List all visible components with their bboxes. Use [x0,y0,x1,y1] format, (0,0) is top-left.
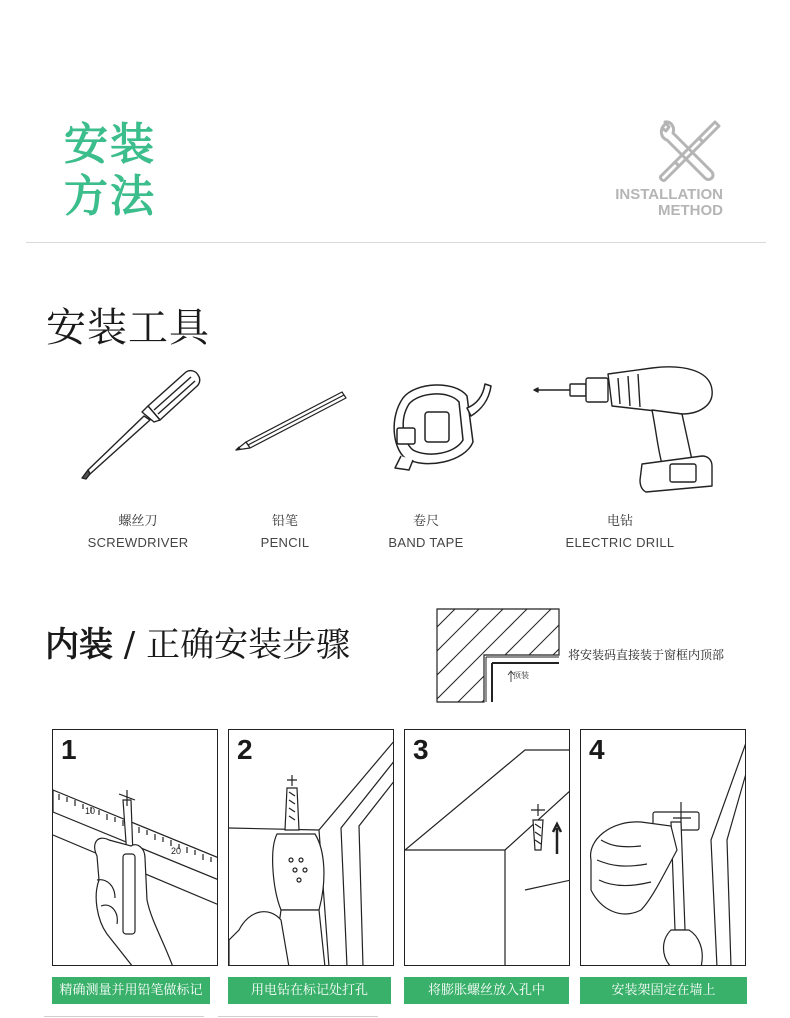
installation-method-label [615,187,723,219]
step-number-1: 1 [61,734,77,765]
tool-label-screwdriver-en: SCREWDRIVER [87,535,189,550]
mount-note: 将安装码直接装于窗框内顶部 [568,648,725,662]
tool-label-tape-cn: 卷尺 [412,514,439,529]
tool-label-pencil-cn: 铅笔 [271,514,298,529]
step-number-3: 3 [413,734,429,765]
drill-icon [534,367,712,492]
step-caption-1: 精确测量并用铅笔做标记 [52,977,210,1004]
bottom-divider-2 [218,1016,378,1017]
measure-illustration [53,730,218,966]
screwdriver-icon [78,366,208,481]
wrench-screwdriver-icon [655,118,723,186]
tool-label-pencil-en: PENCIL [260,535,310,550]
tape-measure-icon [394,384,491,470]
drill-illustration [229,730,394,966]
steps-heading-sep: / [113,625,147,665]
step-caption-3: 将膨胀螺丝放入孔中 [404,977,569,1004]
tool-label-tape-en: BAND TAPE [388,535,464,550]
section-title-line1: 安装 [64,119,156,170]
step-panel-2 [228,729,394,966]
tools-title: 安装工具 [46,305,210,351]
ruler-mark-10: 10 [85,806,96,816]
steps-heading [45,617,350,666]
ruler-mark-20: 20 [171,846,182,856]
step-panel-4 [580,729,746,966]
installation-label: INSTALLATION [615,186,723,203]
bottom-divider-1 [44,1016,204,1017]
anchor-illustration [405,730,570,966]
header-divider [26,242,766,243]
pencil-icon [236,392,346,450]
step-number-2: 2 [237,734,253,765]
section-title-line2: 方法 [64,171,156,222]
steps-heading-rest: 正确安装步骤 [146,625,351,665]
step-caption-2: 用电钻在标记处打孔 [228,977,391,1004]
top-mount-label: 顶装 [513,671,529,680]
step-number-4: 4 [589,734,605,765]
bracket-illustration [581,730,746,966]
tool-label-screwdriver-cn: 螺丝刀 [118,514,158,529]
step-panel-3 [404,729,570,966]
tool-label-drill-en: ELECTRIC DRILL [565,535,675,550]
window-frame-diagram [436,608,560,703]
step-panel-1 [52,729,218,966]
step-caption-4: 安装架固定在墙上 [580,977,747,1004]
tool-label-drill-cn: 电钻 [606,514,633,529]
steps-heading-bold: 内装 [45,625,113,665]
method-label: METHOD [658,202,723,219]
